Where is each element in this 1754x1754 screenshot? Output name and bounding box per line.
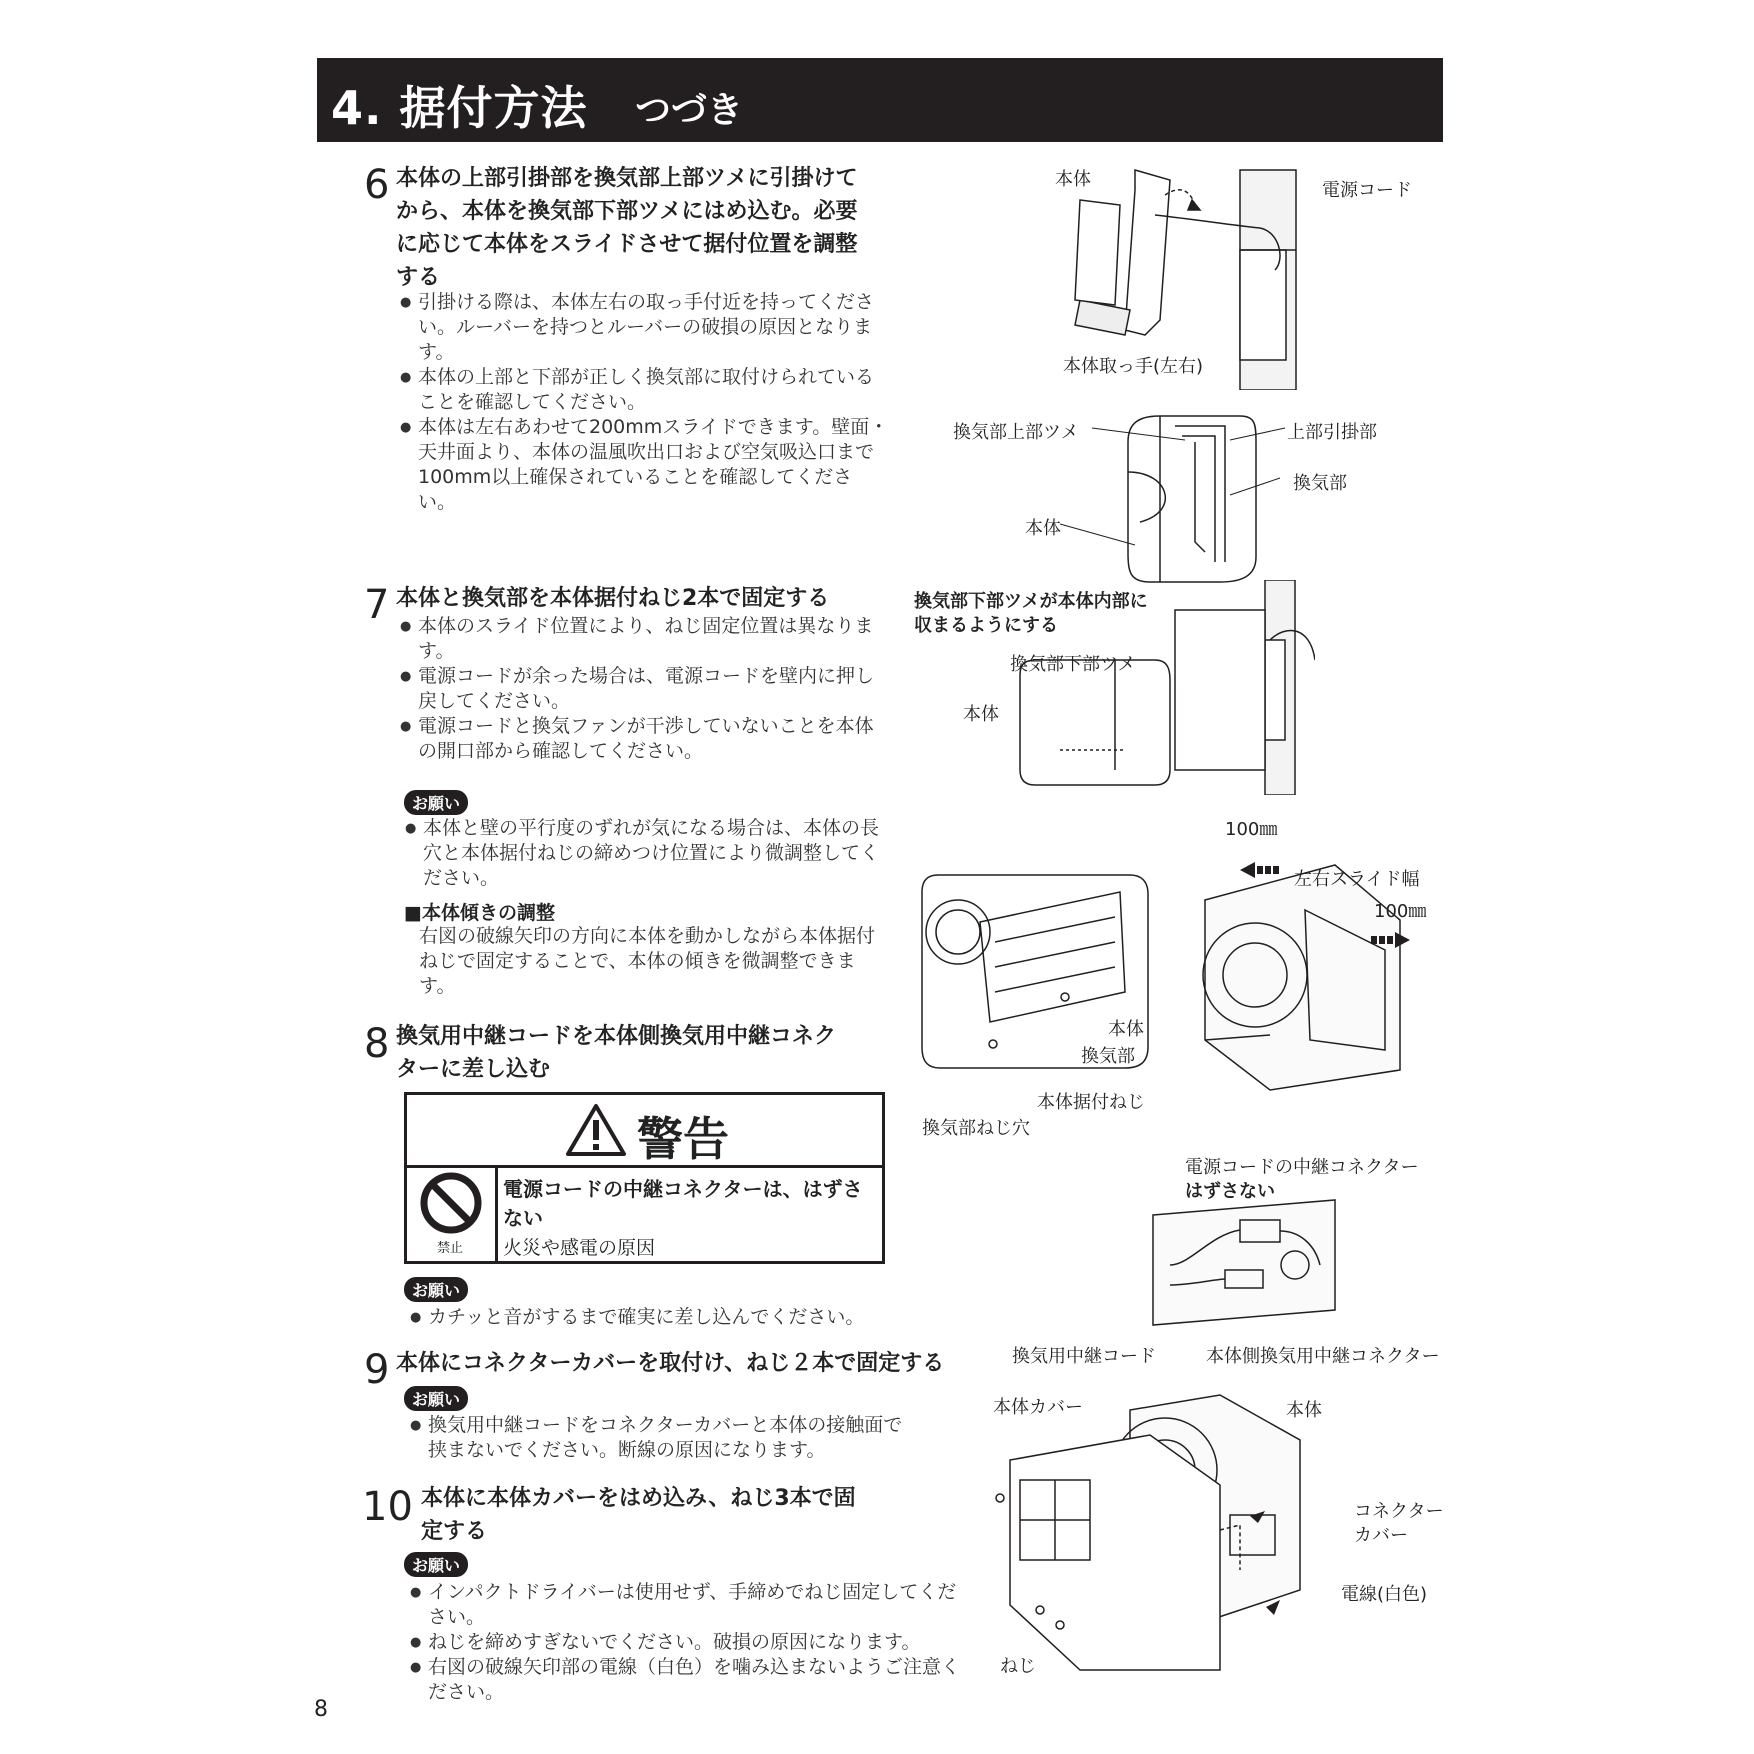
- section-title: 4. 据付方法: [331, 81, 588, 135]
- page-number: 8: [314, 1697, 328, 1722]
- list-item: ● 電源コードが余った場合は、電源コードを壁内に押し戻してください。: [400, 664, 890, 714]
- warning-box: [404, 1092, 885, 1264]
- step-7-number: 7: [364, 582, 390, 628]
- onegai-badge: お願い: [404, 1552, 468, 1577]
- warning-text-bold: 電源コードの中継コネクターは、はずさない: [503, 1177, 863, 1230]
- step-7-onegai-list: [405, 816, 890, 891]
- list-item: ● 換気用中継コードをコネクターカバーと本体の接触面で挟まないでください。断線の原因になります。: [410, 1413, 910, 1463]
- warning-header: [407, 1095, 882, 1168]
- step-7-title: 本体と換気部を本体据付ねじ2本で固定する: [396, 586, 830, 611]
- sub-paragraph: 右図の破線矢印の方向に本体を動かしながら本体据付ねじで固定することで、本体の傾きを微調整できます。: [419, 925, 876, 997]
- list-item: ● 本体の上部と下部が正しく換気部に取付けられていることを確認してください。: [400, 365, 890, 415]
- label-dengen-code: 電源コード: [1322, 180, 1412, 201]
- step-8-title: 換気用中継コードを本体側換気用中継コネク ターに差し込む: [396, 1024, 837, 1082]
- onegai-badge: お願い: [404, 1277, 468, 1302]
- label-neji: 本体据付ねじ: [1037, 1092, 1145, 1113]
- label-100b: 100㎜: [1374, 901, 1427, 922]
- warning-triangle-icon: [565, 1103, 627, 1157]
- step-10-number: 10: [362, 1484, 413, 1530]
- label-totte: 本体取っ手(左右): [1063, 356, 1204, 377]
- label-slide: 左右スライド幅: [1294, 869, 1420, 890]
- step-6-bullets: [400, 290, 890, 515]
- label-kankibu: 換気部: [1293, 473, 1347, 494]
- label-jobu-tsume: 換気部上部ツメ: [953, 422, 1079, 443]
- label-hontai-4: 本体: [1108, 1019, 1144, 1040]
- sub-heading: ■本体傾きの調整: [404, 902, 555, 924]
- step-8-number: 8: [364, 1021, 390, 1067]
- label-hontai-6: 本体: [1286, 1400, 1322, 1421]
- label-hazusanai: はずさない: [1185, 1181, 1275, 1202]
- step-9-number: 9: [364, 1347, 390, 1393]
- list-item: ● ねじを締めすぎないでください。破損の原因になります。: [410, 1630, 970, 1655]
- list-item: ● 本体のスライド位置により、ねじ固定位置は異なります。: [400, 614, 890, 664]
- label-densen: 電線(白色): [1341, 1584, 1428, 1605]
- list-item: ● 右図の破線矢印部の電線（白色）を噛み込まないようご注意ください。: [410, 1655, 970, 1705]
- step-10-title: 本体に本体カバーをはめ込み、ねじ3本で固 定する: [421, 1486, 856, 1544]
- warning-text: 火災や感電の原因: [503, 1237, 656, 1259]
- label-note: 換気部下部ツメが本体内部に 収まるようにする: [914, 591, 1148, 636]
- prohibition-icon: [419, 1171, 483, 1235]
- step-9-title: 本体にコネクターカバーを取付け、ねじ２本で固定する: [396, 1351, 945, 1376]
- label-kanki-code: 換気用中継コード: [1012, 1346, 1156, 1367]
- section-subtitle: つづき: [635, 90, 744, 131]
- label-neji-ana: 換気部ねじ穴: [922, 1118, 1030, 1139]
- figure-cover-install: [990, 1390, 1310, 1675]
- section-header: [317, 58, 1443, 142]
- label-hontai-connector: 本体側換気用中継コネクター: [1206, 1346, 1440, 1367]
- figure-slide-range: [1185, 860, 1415, 1095]
- list-item: ● 本体は左右あわせて200mmスライドできます。壁面・天井面より、本体の温風吹出口および空気吸込口まで100mm以上確保されていることを確認してください。: [400, 415, 890, 515]
- label-kabu-tsume: 換気部下部ツメ: [1010, 654, 1136, 675]
- label-100a: 100㎜: [1225, 819, 1278, 840]
- prohibition-cell: [407, 1165, 498, 1261]
- warning-title: 警告: [637, 1112, 729, 1166]
- step-10-onegai-list: [410, 1580, 970, 1705]
- label-kankibu-4: 換気部: [1081, 1046, 1135, 1067]
- step-6-title: 本体の上部引掛部を換気部上部ツメに引掛けて から、本体を換気部下部ツメにはめ込む。必要 に応じて本体をスライドさせて据付位置を調整 する: [396, 166, 858, 290]
- label-hontai-cover: 本体カバー: [993, 1397, 1083, 1418]
- figure-hook-leaders: [1000, 400, 1290, 580]
- step-7-bullets: [400, 614, 890, 764]
- label-neji-6: ねじ: [1000, 1656, 1036, 1677]
- figure-relay-connector: [1150, 1195, 1340, 1330]
- label-hontai-3: 本体: [963, 704, 999, 725]
- list-item: ● 電源コードと換気ファンが干渉していないことを本体の開口部から確認してください。: [400, 714, 890, 764]
- label-hontai: 本体: [1055, 169, 1091, 190]
- label-connector-cover: コネクター カバー: [1354, 1501, 1444, 1546]
- step-6-number: 6: [364, 162, 390, 208]
- step-8-onegai-list: [410, 1305, 930, 1330]
- onegai-badge: お願い: [404, 1386, 468, 1411]
- list-item: ● カチッと音がするまで確実に差し込んでください。: [410, 1305, 930, 1330]
- step-9-onegai-list: [410, 1413, 910, 1463]
- onegai-badge: お願い: [404, 790, 468, 815]
- list-item: ● 引掛ける際は、本体左右の取っ手付近を持ってください。ルーバーを持つとルーバーの破損の原因となります。: [400, 290, 890, 365]
- label-connector: 電源コードの中継コネクター: [1185, 1157, 1419, 1178]
- label-hontai-2: 本体: [1025, 518, 1061, 539]
- label-jobu-hikake: 上部引掛部: [1287, 422, 1377, 443]
- prohibition-label: 禁止: [437, 1241, 464, 1256]
- list-item: ● インパクトドライバーは使用せず、手締めでねじ固定してください。: [410, 1580, 970, 1630]
- list-item: ● 本体と壁の平行度のずれが気になる場合は、本体の長穴と本体据付ねじの締めつけ位置により微調整してください。: [405, 816, 890, 891]
